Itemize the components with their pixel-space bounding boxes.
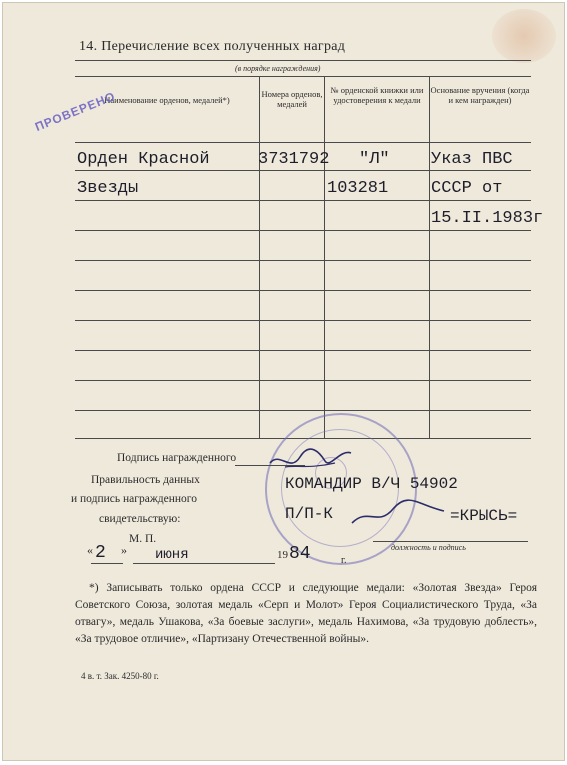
awardee-signature (265, 443, 355, 477)
row-line (75, 380, 531, 381)
row-line (75, 230, 531, 231)
basis-line-3: 15.II.1983г (431, 209, 544, 228)
commander-signature (348, 497, 448, 531)
checked-stamp: ПРОВЕРЕНО (33, 88, 118, 134)
row-line (75, 290, 531, 291)
column-divider-2 (324, 76, 325, 438)
row-line (75, 320, 531, 321)
date-quote-close: » (121, 543, 127, 557)
position-caption: должность и подпись (391, 543, 466, 552)
seal-place-label: М. П. (129, 533, 157, 545)
section-title: 14. Перечисление всех полученных наград (79, 39, 346, 54)
column-divider-3 (429, 76, 430, 438)
row-line (75, 170, 531, 171)
correctness-label-1: Правильность данных (91, 474, 200, 486)
order-subtitle: (в порядке награждения) (235, 64, 321, 73)
row-line (75, 410, 531, 411)
commander-position: КОМАНДИР В/Ч 54902 (285, 475, 458, 493)
basis-line-1: Указ ПВС (431, 150, 513, 169)
row-line (75, 350, 531, 351)
award-name-line-2: Звезды (77, 179, 139, 198)
title-underline (75, 60, 531, 61)
column-divider-1 (259, 76, 260, 438)
header-basis: Основание вручения (когда и кем награжден) (430, 85, 530, 105)
date-quote-open: « (87, 543, 93, 557)
date-day: 2 (95, 543, 106, 563)
paper-stain (492, 9, 556, 63)
award-number: 3731792 (258, 150, 330, 169)
print-info: 4 в. т. Зак. 4250-80 г. (81, 671, 159, 681)
award-document-page (2, 2, 565, 761)
commander-name: =КРЫСЬ= (450, 507, 518, 525)
header-award-number: Номера орденов, медалей (261, 89, 323, 109)
header-bottom-border (75, 142, 531, 143)
header-award-name: Наименование орденов, медалей*) (104, 95, 230, 105)
row-line (75, 200, 531, 201)
footnote: *) Записывать только ордена СССР и следующие медали: «Золотая Звезда» Героя Советского Союза, золотая медаль «Серп и Молот» Героя Социалистического Труда, «За отвагу», медаль Ушакова, «За боевые заслуги», медаль Нахимова, «За трудовую доблесть», «За трудовое отличие», «Партизану Отечественной войны». (75, 582, 537, 645)
position-signature-line (373, 541, 528, 542)
correctness-label-2: и подпись награжденного (71, 493, 197, 505)
book-series: "Л" (359, 150, 390, 169)
correctness-label-3: свидетельствую: (99, 513, 181, 525)
date-month-line (133, 563, 275, 564)
commander-rank: П/П-К (285, 505, 334, 523)
date-month: июня (155, 547, 189, 563)
date-year-suffix: г. (341, 555, 347, 566)
date-year-prefix: 19 (277, 549, 288, 561)
date-day-line (91, 563, 123, 564)
row-line (75, 260, 531, 261)
date-year: 84 (289, 544, 311, 564)
awardee-signature-label: Подпись награжденного (117, 452, 237, 464)
basis-line-2: СССР от (431, 179, 503, 198)
header-book-number: № орденской книжки или удостоверения к медали (330, 85, 424, 105)
book-number: 103281 (327, 179, 389, 198)
award-name-line-1: Орден Красной (77, 150, 210, 169)
table-top-border (75, 76, 531, 77)
